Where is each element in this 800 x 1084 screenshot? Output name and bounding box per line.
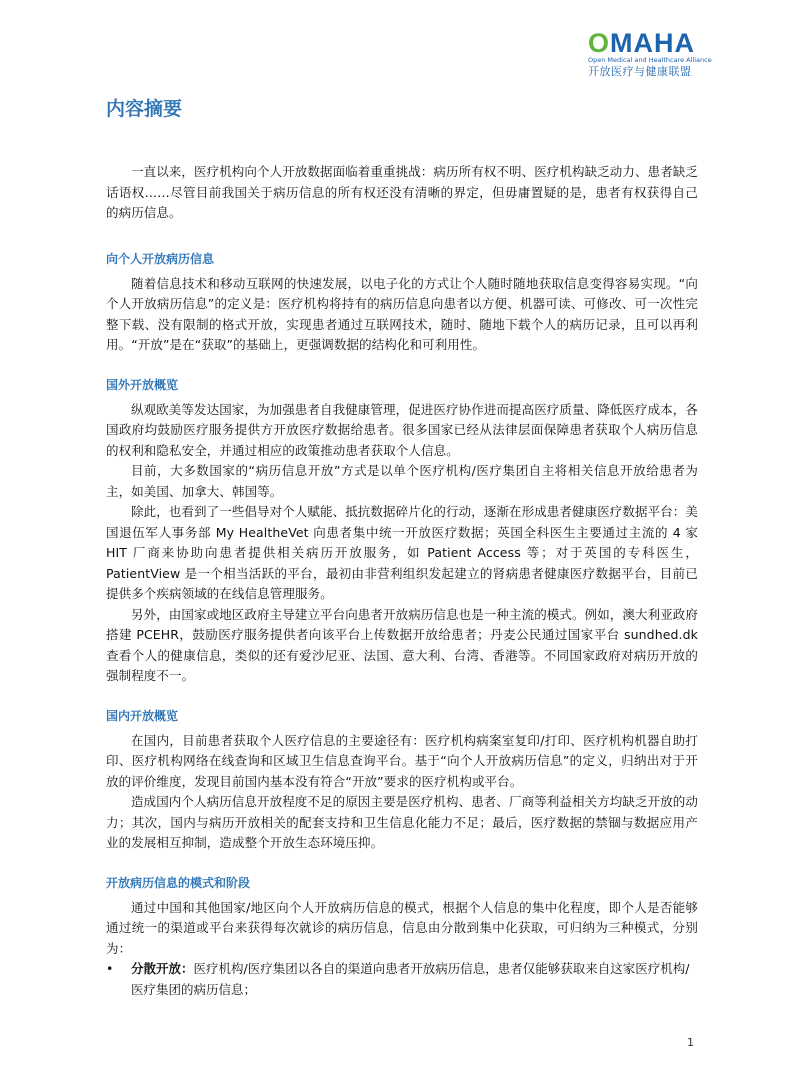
paragraph: 造成国内个人病历信息开放程度不足的原因主要是医疗机构、患者、厂商等利益相关方均缺乏开放的动力；其次，国内与病历开放相关的配套支持和卫生信息化能力不足；最后，医疗数据的禁锢与数据应用产业的发展相互抑制，造成整个开放生态环境压抑。 — [106, 794, 699, 850]
paragraph: 通过中国和其他国家/地区向个人开放病历信息的模式，根据个人信息的集中化程度，即个人是否能够通过统一的渠道或平台来获得每次就诊的病历信息，信息由分散到集中化获取，可归纳为三种模式，分别为： — [106, 899, 698, 956]
paragraph: 目前，大多数国家的“病历信息开放”方式是以单个医疗机构/医疗集团自主将相关信息开放给患者为主，如美国、加拿大、韩国等。 — [106, 463, 698, 499]
page-number: 1 — [687, 1036, 694, 1049]
section-heading-domestic: 国内开放概览 — [106, 708, 179, 723]
section-heading-modes: 开放病历信息的模式和阶段 — [106, 875, 251, 890]
list-item — [106, 959, 698, 1000]
paragraph: 除此，也看到了一些倡导对个人赋能、抵抗数据碎片化的行动，逐渐在形成患者健康医疗数据平台：美国退伍军人事务部 My HealtheVet 向患者集中统一开放医疗数据；英国全科医生主要通过主流的 4 家 HIT 厂商来协助向患者提供相关病历开放服务，如 Patient Access 等；对于英国的专科医生，PatientView 是一个相当活跃的平台，最初由非营利组织发起建立的肾病患者健康医疗数据平台，目前已提供多个疾病领域的在线信息管理服务。 — [106, 504, 699, 601]
logo-wordmark-rest: MAHA — [610, 28, 696, 58]
section-heading-personal-open: 向个人开放病历信息 — [106, 251, 215, 266]
logo-english-name: Open Medical and Healthcare Alliance — [588, 56, 712, 64]
logo-o-icon: O — [588, 28, 611, 58]
section-heading-overseas: 国外开放概览 — [106, 377, 179, 392]
page-title: 内容摘要 — [106, 98, 183, 120]
paragraph: 在国内，目前患者获取个人医疗信息的主要途径有：医疗机构病案室复印/打印、医疗机构机器自助打印、医疗机构网络在线查询和区域卫生信息查询平台。基于“向个人开放病历信息”的定义，归纳出对于开放的评价维度，发现目前国内基本没有符合“开放”要求的医疗机构或平台。 — [106, 732, 698, 789]
document-body — [106, 96, 698, 1000]
omaha-logo — [588, 28, 712, 78]
paragraph: 纵观欧美等发达国家，为加强患者自我健康管理，促进医疗协作进而提高医疗质量、降低医疗成本，各国政府均鼓励医疗服务提供方开放医疗数据给患者。很多国家已经从法律层面保障患者获取个人病历信息的权利和隐私安全，并通过相应的政策推动患者获取个人信息。 — [106, 401, 699, 458]
logo-wordmark — [588, 30, 700, 56]
paragraph: 随着信息技术和移动互联网的快速发展，以电子化的方式让个人随时随地获取信息变得容易实现。“向个人开放病历信息”的定义是：医疗机构将持有的病历信息向患者以方便、机器可读、可修改、可一次性完整下载、没有限制的格式开放，实现患者通过互联网技术，随时、随地下载个人的病历记录，且可以再利用。“开放”是在“获取”的基础上，更强调数据的结构化和可利用性。 — [106, 275, 698, 352]
logo-chinese-name: 开放医疗与健康联盟 — [588, 65, 692, 78]
paragraph: 另外，由国家或地区政府主导建立平台向患者开放病历信息也是一种主流的模式。例如，澳大利亚政府搭建 PCEHR，鼓励医疗服务提供者向该平台上传数据开放给患者；丹麦公民通过国家平台 sundhed.dk 查看个人的健康信息，类似的还有爱沙尼亚、法国、意大利、台湾、香港等。不同国家政府对病历开放的强制程度不一。 — [106, 606, 699, 683]
bullet-icon: • — [106, 961, 114, 976]
bullet-text: 医疗机构/医疗集团以各自的渠道向患者开放病历信息，患者仅能够获取来自这家医疗机构/医疗集团的病历信息； — [131, 961, 690, 997]
intro-paragraph: 一直以来，医疗机构向个人开放数据面临着重重挑战：病历所有权不明、医疗机构缺乏动力、患者缺乏话语权……尽管目前我国关于病历信息的所有权还没有清晰的界定，但毋庸置疑的是，患者有权获得自己的病历信息。 — [106, 164, 699, 220]
bullet-term: 分散开放： — [131, 961, 194, 976]
